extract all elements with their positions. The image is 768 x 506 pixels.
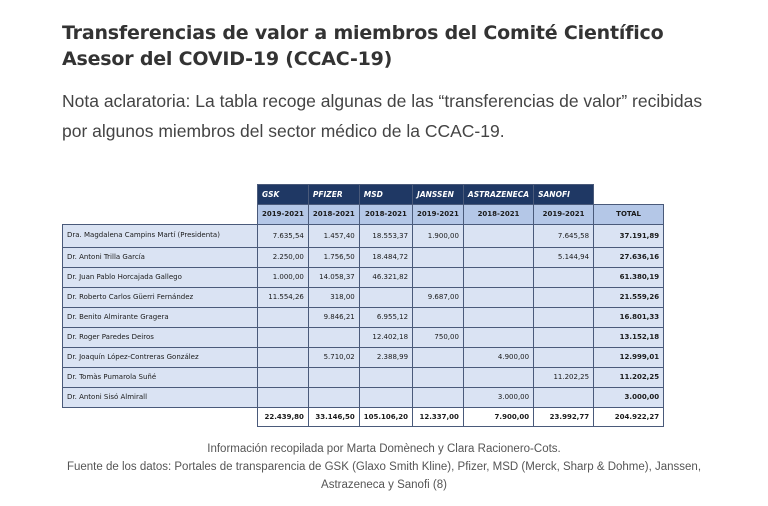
cell-astrazeneca xyxy=(463,287,533,307)
table-row xyxy=(63,367,664,387)
year-header-gsk: 2019-2021 xyxy=(258,204,309,224)
company-header-pfizer: PFIZER xyxy=(308,185,359,205)
cell-total: 21.559,26 xyxy=(594,287,664,307)
cell-sanofi xyxy=(534,267,594,287)
cell-sanofi xyxy=(534,327,594,347)
company-header-gsk: GSK xyxy=(258,185,309,205)
cell-astrazeneca xyxy=(463,267,533,287)
company-header-msd: MSD xyxy=(359,185,412,205)
table-row xyxy=(63,387,664,407)
cell-msd: 46.321,82 xyxy=(359,267,412,287)
cell-sanofi xyxy=(534,307,594,327)
cell-pfizer xyxy=(308,327,359,347)
cell-gsk xyxy=(258,367,309,387)
table-row xyxy=(63,347,664,367)
cell-astrazeneca xyxy=(463,327,533,347)
cell-astrazeneca: 4.900,00 xyxy=(463,347,533,367)
header-blank-cell xyxy=(63,204,258,224)
cell-pfizer: 1.457,40 xyxy=(308,224,359,247)
cell-total: 12.999,01 xyxy=(594,347,664,367)
cell-janssen: 9.687,00 xyxy=(413,287,464,307)
year-header-pfizer: 2018-2021 xyxy=(308,204,359,224)
cell-sanofi xyxy=(534,387,594,407)
row-name: Dra. Magdalena Campins Martí (Presidenta) xyxy=(63,224,258,247)
year-header-msd: 2018-2021 xyxy=(359,204,412,224)
cell-pfizer: 14.058,37 xyxy=(308,267,359,287)
cell-total: 37.191,89 xyxy=(594,224,664,247)
cell-gsk: 1.000,00 xyxy=(258,267,309,287)
cell-astrazeneca xyxy=(463,367,533,387)
header-blank-cell xyxy=(63,185,258,205)
cell-gsk: 7.635,54 xyxy=(258,224,309,247)
cell-gsk xyxy=(258,307,309,327)
cell-gsk xyxy=(258,347,309,367)
cell-msd xyxy=(359,367,412,387)
cell-janssen xyxy=(413,307,464,327)
cell-gsk xyxy=(258,387,309,407)
row-name: Dr. Roger Paredes Deiros xyxy=(63,327,258,347)
table-row xyxy=(63,327,664,347)
table-row xyxy=(63,224,664,247)
table-row xyxy=(63,267,664,287)
cell-total: 16.801,33 xyxy=(594,307,664,327)
cell-msd: 2.388,99 xyxy=(359,347,412,367)
transfers-table xyxy=(62,184,664,427)
header-blank-cell xyxy=(594,185,664,205)
sum-gsk: 22.439,80 xyxy=(258,407,309,426)
cell-janssen xyxy=(413,367,464,387)
cell-janssen xyxy=(413,247,464,267)
table-row xyxy=(63,287,664,307)
cell-pfizer xyxy=(308,367,359,387)
year-header-sanofi: 2019-2021 xyxy=(534,204,594,224)
totals-blank-cell xyxy=(63,407,258,426)
cell-gsk xyxy=(258,327,309,347)
table-row xyxy=(63,247,664,267)
row-name: Dr. Antoni Sisó Almirall xyxy=(63,387,258,407)
cell-pfizer: 318,00 xyxy=(308,287,359,307)
row-name: Dr. Joaquín López-Contreras González xyxy=(63,347,258,367)
cell-msd xyxy=(359,387,412,407)
cell-astrazeneca: 3.000,00 xyxy=(463,387,533,407)
cell-sanofi: 11.202,25 xyxy=(534,367,594,387)
cell-janssen: 750,00 xyxy=(413,327,464,347)
cell-pfizer: 1.756,50 xyxy=(308,247,359,267)
cell-msd: 12.402,18 xyxy=(359,327,412,347)
footer-source: Fuente de los datos: Portales de transparencia de GSK (Glaxo Smith Kline), Pfizer, MSD (Merck, Sharp & Dohme), Janssen, Astrazeneca y Sanofi (8) xyxy=(66,461,702,491)
row-name: Dr. Roberto Carlos Güerri Fernández xyxy=(63,287,258,307)
row-name: Dr. Benito Almirante Gragera xyxy=(63,307,258,327)
cell-gsk: 11.554,26 xyxy=(258,287,309,307)
cell-janssen xyxy=(413,347,464,367)
totals-row xyxy=(63,407,664,426)
cell-msd: 6.955,12 xyxy=(359,307,412,327)
sum-pfizer: 33.146,50 xyxy=(308,407,359,426)
cell-msd xyxy=(359,287,412,307)
cell-pfizer: 5.710,02 xyxy=(308,347,359,367)
cell-msd: 18.553,37 xyxy=(359,224,412,247)
cell-total: 11.202,25 xyxy=(594,367,664,387)
cell-total: 27.636,16 xyxy=(594,247,664,267)
cell-sanofi: 7.645,58 xyxy=(534,224,594,247)
company-header-row xyxy=(63,185,664,205)
row-name: Dr. Juan Pablo Horcajada Gallego xyxy=(63,267,258,287)
footer-credit: Información recopilada por Marta Domènech y Clara Racionero-Cots. xyxy=(207,443,561,455)
year-header-janssen: 2019-2021 xyxy=(413,204,464,224)
year-header-row xyxy=(63,204,664,224)
company-header-astrazeneca: ASTRAZENECA xyxy=(463,185,533,205)
cell-sanofi: 5.144,94 xyxy=(534,247,594,267)
sum-sanofi: 23.992,77 xyxy=(534,407,594,426)
sum-msd: 105.106,20 xyxy=(359,407,412,426)
cell-sanofi xyxy=(534,287,594,307)
cell-pfizer: 9.846,21 xyxy=(308,307,359,327)
row-name: Dr. Tomàs Pumarola Suñé xyxy=(63,367,258,387)
cell-pfizer xyxy=(308,387,359,407)
cell-gsk: 2.250,00 xyxy=(258,247,309,267)
year-header-astrazeneca: 2018-2021 xyxy=(463,204,533,224)
cell-janssen xyxy=(413,267,464,287)
cell-janssen xyxy=(413,387,464,407)
company-header-sanofi: SANOFI xyxy=(534,185,594,205)
cell-total: 13.152,18 xyxy=(594,327,664,347)
company-header-janssen: JANSSEN xyxy=(413,185,464,205)
sum-total: 204.922,27 xyxy=(594,407,664,426)
article-subtitle: Nota aclaratoria: La tabla recoge algunas de las “transferencias de valor” recibidas por algunos miembros del sector médico de la CCAC-19. xyxy=(62,91,703,141)
cell-total: 3.000,00 xyxy=(594,387,664,407)
article-title: Transferencias de valor a miembros del Comité Científico Asesor del COVID-19 (CCAC-19) xyxy=(62,22,664,70)
cell-msd: 18.484,72 xyxy=(359,247,412,267)
cell-total: 61.380,19 xyxy=(594,267,664,287)
footer xyxy=(62,440,706,494)
cell-astrazeneca xyxy=(463,307,533,327)
sum-janssen: 12.337,00 xyxy=(413,407,464,426)
cell-astrazeneca xyxy=(463,224,533,247)
sum-astrazeneca: 7.900,00 xyxy=(463,407,533,426)
cell-astrazeneca xyxy=(463,247,533,267)
cell-sanofi xyxy=(534,347,594,367)
table-row xyxy=(63,307,664,327)
total-header: TOTAL xyxy=(594,204,664,224)
cell-janssen: 1.900,00 xyxy=(413,224,464,247)
row-name: Dr. Antoni Trilla García xyxy=(63,247,258,267)
